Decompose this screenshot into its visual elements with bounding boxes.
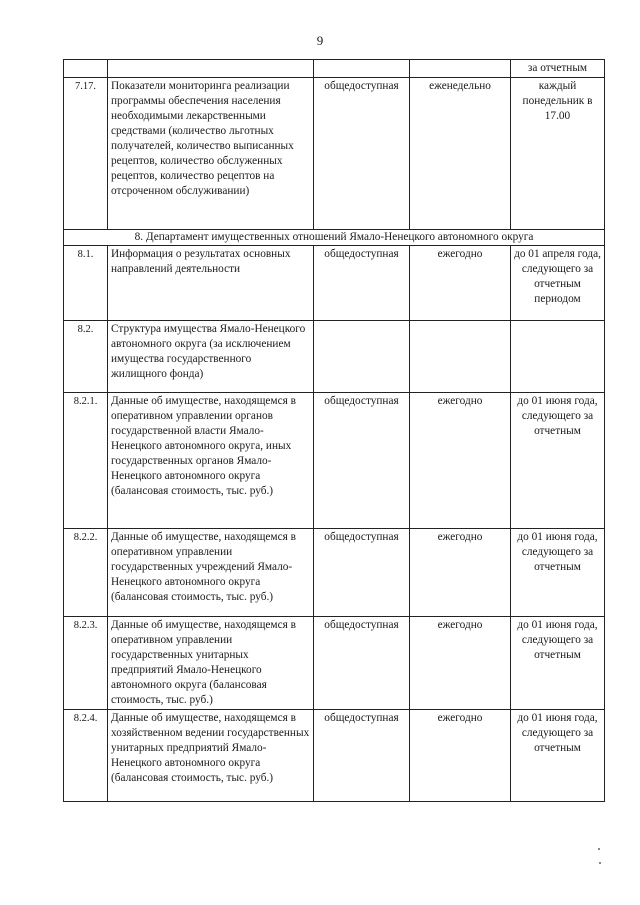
section-header-8 bbox=[64, 230, 605, 246]
cell-num: 8.1. bbox=[64, 246, 108, 321]
cell-desc: Данные об имуществе, находящемся в оперативном управлении государственных учреждений Ямало-Ненецкого автономного округа (балансовая стоимость, тыс. руб.) bbox=[108, 529, 314, 617]
cell-frequency: ежегодно bbox=[410, 710, 511, 802]
cell-desc: Структура имущества Ямало-Ненецкого автономного округа (за исключением имущества государственного жилищного фонда) bbox=[108, 321, 314, 393]
cell-desc bbox=[108, 60, 314, 78]
cell-deadline: до 01 июня года, следующего за отчетным bbox=[511, 710, 605, 802]
cell-num: 8.2.4. bbox=[64, 710, 108, 802]
table-row-7-17 bbox=[64, 78, 605, 230]
table-row-8-2-1 bbox=[64, 393, 605, 529]
page-number: 9 bbox=[316, 33, 324, 48]
table-row-8-2-4 bbox=[64, 710, 605, 802]
cell-frequency: еженедельно bbox=[410, 78, 511, 230]
cell-num: 8.2.3. bbox=[64, 617, 108, 710]
cell-access: общедоступная bbox=[314, 78, 410, 230]
cell-access: общедоступная bbox=[314, 710, 410, 802]
cell-frequency: ежегодно bbox=[410, 529, 511, 617]
cell-access: общедоступная bbox=[314, 246, 410, 321]
table-row-8-1 bbox=[64, 246, 605, 321]
table-row-8-2 bbox=[64, 321, 605, 393]
cell-access bbox=[314, 60, 410, 78]
cell-access: общедоступная bbox=[314, 529, 410, 617]
cell-frequency: ежегодно bbox=[410, 246, 511, 321]
scan-speck bbox=[598, 848, 600, 850]
cell-access: общедоступная bbox=[314, 393, 410, 529]
cell-deadline: до 01 апреля года, следующего за отчетным периодом bbox=[511, 246, 605, 321]
cell-num bbox=[64, 60, 108, 78]
cell-deadline: до 01 июня года, следующего за отчетным bbox=[511, 393, 605, 529]
cell-frequency: ежегодно bbox=[410, 393, 511, 529]
cell-desc: Данные об имуществе, находящемся в оперативном управлении государственных унитарных предприятий Ямало-Ненецкого автономного округа (балансовая стоимость, тыс. руб.) bbox=[108, 617, 314, 710]
section-title: 8. Департамент имущественных отношений Ямало-Ненецкого автономного округа bbox=[64, 230, 605, 246]
scan-speck bbox=[599, 862, 601, 864]
table-row-8-2-2 bbox=[64, 529, 605, 617]
cell-frequency bbox=[410, 321, 511, 393]
cell-desc: Показатели мониторинга реализации программы обеспечения населения необходимыми лекарственными средствами (количество льготных получателей, количество выписанных рецептов, количество обслуженных рецептов, количество рецептов на отсроченном обслуживании) bbox=[108, 78, 314, 230]
table-row-continuation bbox=[64, 60, 605, 78]
cell-num: 8.2.1. bbox=[64, 393, 108, 529]
cell-access bbox=[314, 321, 410, 393]
cell-deadline bbox=[511, 321, 605, 393]
cell-desc: Информация о результатах основных направлений деятельности bbox=[108, 246, 314, 321]
cell-desc: Данные об имуществе, находящемся в оперативном управлении органов государственной власти Ямало-Ненецкого автономного округа, иных государственных органов Ямало-Ненецкого автономного округа (балансовая стоимость, тыс. руб.) bbox=[108, 393, 314, 529]
cell-num: 8.2.2. bbox=[64, 529, 108, 617]
cell-deadline: за отчетным bbox=[511, 60, 605, 78]
cell-desc: Данные об имуществе, находящемся в хозяйственном ведении государственных унитарных предприятий Ямало-Ненецкого автономного округа (балансовая стоимость, тыс. руб.) bbox=[108, 710, 314, 802]
cell-access: общедоступная bbox=[314, 617, 410, 710]
cell-deadline: до 01 июня года, следующего за отчетным bbox=[511, 617, 605, 710]
cell-frequency bbox=[410, 60, 511, 78]
cell-num: 8.2. bbox=[64, 321, 108, 393]
cell-num: 7.17. bbox=[64, 78, 108, 230]
cell-frequency: ежегодно bbox=[410, 617, 511, 710]
cell-deadline: до 01 июня года, следующего за отчетным bbox=[511, 529, 605, 617]
table-row-8-2-3 bbox=[64, 617, 605, 710]
cell-deadline: каждый понедельник в 17.00 bbox=[511, 78, 605, 230]
publication-table bbox=[63, 59, 605, 802]
